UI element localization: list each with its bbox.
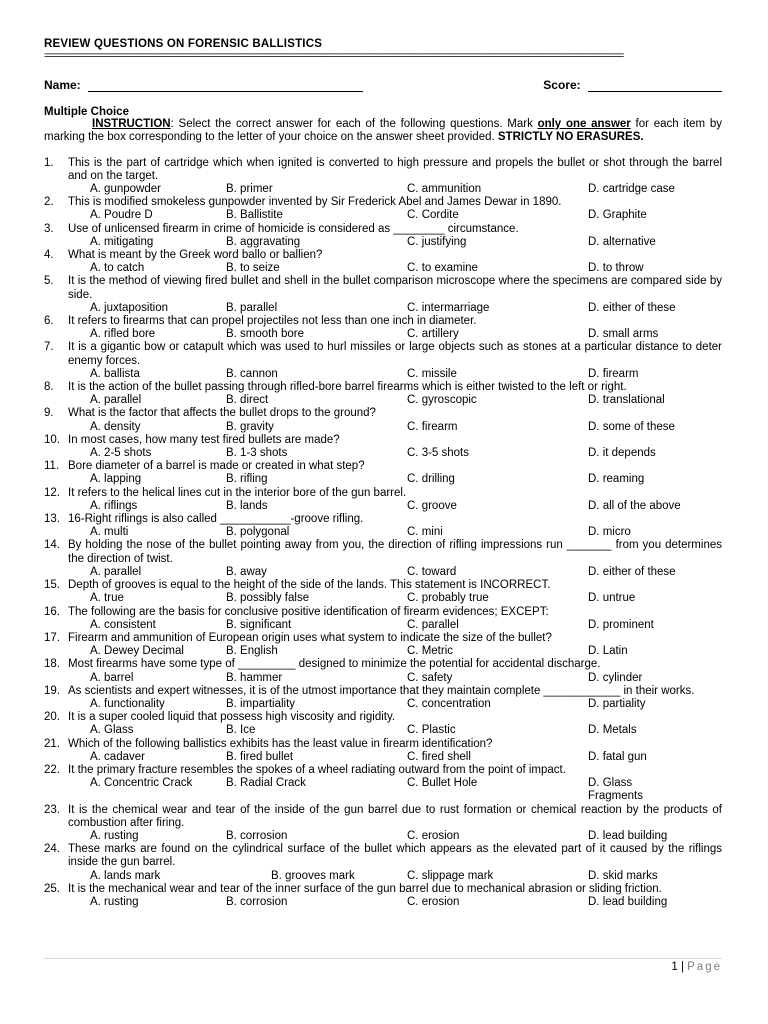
- option-b[interactable]: B. away: [226, 565, 267, 578]
- instructions: [44, 118, 722, 145]
- question-number: 19.: [44, 684, 60, 697]
- option-d[interactable]: D. lead building: [588, 829, 668, 842]
- question-number: 20.: [44, 711, 60, 724]
- option-row: [44, 896, 722, 909]
- question-text: It refers to firearms that can propel projectiles not less than one inch in diameter.: [68, 315, 477, 328]
- question-number: 17.: [44, 631, 60, 644]
- option-d[interactable]: D. Glass Fragments: [588, 777, 643, 803]
- option-c[interactable]: C. gyroscopic: [407, 394, 477, 407]
- option-d[interactable]: D. cartridge case: [588, 183, 675, 195]
- question-row: [44, 711, 722, 724]
- question-row: [44, 434, 722, 447]
- page-indicator: [671, 961, 722, 973]
- instruction-strict: STRICTLY NO ERASURES.: [497, 131, 644, 144]
- name-label: Name:: [44, 78, 81, 92]
- option-row: [44, 302, 722, 315]
- option-c[interactable]: C. parallel: [407, 618, 459, 631]
- option-b[interactable]: B. rifling: [226, 473, 268, 486]
- question-item: [44, 764, 722, 804]
- option-d[interactable]: D. either of these: [588, 565, 676, 578]
- option-row: [44, 473, 722, 486]
- option-a[interactable]: A. Poudre D: [90, 209, 153, 222]
- instruction-emphasis: only one answer: [537, 118, 631, 130]
- option-row: [44, 421, 722, 434]
- option-c[interactable]: C. justifying: [407, 235, 467, 248]
- instruction-text-2: for each item by marking the box corresponding to the letter of your choice on the answer sheet provided.: [44, 118, 722, 144]
- question-text: Depth of grooves is equal to the height of the side of the lands. This statement is INCORRECT.: [68, 579, 551, 592]
- option-b[interactable]: B. Radial Crack: [226, 777, 306, 790]
- option-row: [44, 592, 722, 605]
- question-number: 18.: [44, 658, 60, 671]
- option-b[interactable]: B. Ice: [226, 724, 256, 737]
- option-a[interactable]: A. juxtaposition: [90, 301, 168, 314]
- option-c[interactable]: C. erosion: [407, 829, 460, 842]
- option-d[interactable]: D. it depends: [588, 447, 656, 460]
- question-row: [44, 539, 722, 565]
- question-text: This is the part of cartridge which when ignited is converted to high pressure and propels the bullet or shot through the barrel and on the target.: [68, 156, 722, 182]
- option-a[interactable]: A. lapping: [90, 473, 142, 486]
- question-row: [44, 196, 722, 209]
- score-label: Score:: [543, 78, 581, 92]
- question-number: 2.: [44, 196, 54, 209]
- option-c[interactable]: C. Cordite: [407, 209, 459, 222]
- option-d[interactable]: D. some of these: [588, 420, 675, 433]
- option-d[interactable]: D. fatal gun: [588, 750, 647, 763]
- question-text: Bore diameter of a barrel is made or created in what step?: [68, 460, 365, 473]
- question-row: [44, 843, 722, 869]
- name-line: [88, 80, 363, 92]
- option-c[interactable]: C. firearm: [407, 420, 458, 433]
- option-b[interactable]: B. primer: [226, 183, 273, 195]
- option-b[interactable]: B. possibly false: [226, 592, 310, 605]
- option-a[interactable]: A. barrel: [90, 671, 134, 684]
- option-a[interactable]: A. parallel: [90, 394, 142, 407]
- option-a[interactable]: A. density: [90, 420, 141, 433]
- question-list: [44, 157, 722, 910]
- question-row: [44, 275, 722, 301]
- option-row: [44, 777, 722, 803]
- question-number: 13.: [44, 513, 60, 526]
- option-b[interactable]: B. lands: [226, 499, 268, 512]
- option-d[interactable]: D. small arms: [588, 328, 659, 341]
- question-item: [44, 487, 722, 513]
- question-item: [44, 157, 722, 197]
- question-item: [44, 196, 722, 222]
- option-c[interactable]: C. ammunition: [407, 183, 482, 195]
- option-c[interactable]: C. intermarriage: [407, 301, 490, 314]
- option-c[interactable]: C. fired shell: [407, 750, 471, 763]
- question-item: [44, 658, 722, 684]
- option-row: [44, 830, 722, 843]
- option-a[interactable]: A. Glass: [90, 724, 134, 737]
- option-row: [44, 566, 722, 579]
- question-row: [44, 341, 722, 367]
- instruction-text-1: : Select the correct answer for each of the following questions. Mark: [170, 118, 538, 130]
- option-b[interactable]: B. polygonal: [226, 526, 290, 539]
- option-b[interactable]: B. impartiality: [226, 697, 296, 710]
- score-line: [588, 80, 722, 92]
- question-item: [44, 711, 722, 737]
- option-b[interactable]: B. parallel: [226, 301, 278, 314]
- question-row: [44, 883, 722, 896]
- option-row: [44, 447, 722, 460]
- option-c[interactable]: C. erosion: [407, 895, 460, 908]
- page-word: Page: [687, 961, 722, 973]
- document-page: [44, 38, 722, 909]
- score-field[interactable]: [543, 78, 722, 92]
- question-item: [44, 539, 722, 579]
- question-number: 9.: [44, 407, 54, 420]
- option-c[interactable]: C. concentration: [407, 697, 491, 710]
- option-b[interactable]: B. 1-3 shots: [226, 447, 288, 460]
- question-number: 15.: [44, 579, 60, 592]
- option-d[interactable]: D. alternative: [588, 235, 656, 248]
- question-number: 22.: [44, 763, 60, 776]
- option-b[interactable]: B. to seize: [226, 262, 280, 275]
- question-text: It is the chemical wear and tear of the inside of the gun barrel due to rust formation or chemical reaction by the products of combustion after firing.: [68, 803, 722, 829]
- question-text: It is the mechanical wear and tear of the inner surface of the gun barrel due to mechanical abrasion or sliding friction.: [68, 882, 662, 895]
- option-c[interactable]: C. probably true: [407, 592, 489, 605]
- option-c[interactable]: C. Bullet Hole: [407, 777, 478, 790]
- question-text: Which of the following ballistics exhibits has the least value in firearm identification?: [68, 737, 493, 750]
- option-a[interactable]: A. rusting: [90, 895, 139, 908]
- question-text: 16-Right riflings is also called ___________-groove rifling.: [68, 513, 364, 526]
- option-b[interactable]: B. significant: [226, 618, 292, 631]
- option-c[interactable]: C. Metric: [407, 645, 453, 658]
- question-text: It refers to the helical lines cut in the interior bore of the gun barrel.: [68, 486, 407, 499]
- question-text: Firearm and ammunition of European origin uses what system to indicate the size of the bullet?: [68, 631, 552, 644]
- question-item: [44, 685, 722, 711]
- option-a[interactable]: A. functionality: [90, 697, 165, 710]
- option-b[interactable]: B. aggravating: [226, 235, 301, 248]
- question-text: It the primary fracture resembles the spokes of a wheel radiating outward from the point of impact.: [68, 763, 566, 776]
- question-row: [44, 223, 722, 236]
- question-item: [44, 606, 722, 632]
- instruction-label: INSTRUCTION: [92, 118, 171, 130]
- question-row: [44, 764, 722, 777]
- option-d[interactable]: D. skid marks: [588, 869, 658, 882]
- question-row: [44, 157, 722, 183]
- option-a[interactable]: A. 2-5 shots: [90, 447, 152, 460]
- option-row: [44, 209, 722, 222]
- question-item: [44, 407, 722, 433]
- question-row: [44, 658, 722, 671]
- question-row: [44, 579, 722, 592]
- option-d[interactable]: D. cylinder: [588, 671, 643, 684]
- question-item: [44, 275, 722, 315]
- option-d[interactable]: D. translational: [588, 394, 665, 407]
- question-item: [44, 249, 722, 275]
- question-row: [44, 407, 722, 420]
- option-row: [44, 328, 722, 341]
- question-text: It is the method of viewing fired bullet and shell in the bullet comparison microscope where the specimens are compared side by side.: [68, 275, 722, 301]
- option-c[interactable]: C. to examine: [407, 262, 478, 275]
- option-row: [44, 870, 722, 883]
- question-number: 5.: [44, 275, 54, 288]
- option-b[interactable]: B. smooth bore: [226, 328, 304, 341]
- option-c[interactable]: C. 3-5 shots: [407, 447, 469, 460]
- section-heading: Multiple Choice: [44, 106, 129, 118]
- option-c[interactable]: C. mini: [407, 526, 443, 539]
- question-number: 25.: [44, 882, 60, 895]
- option-c[interactable]: C. safety: [407, 671, 453, 684]
- question-row: [44, 249, 722, 262]
- option-c[interactable]: C. groove: [407, 499, 457, 512]
- question-text: What is meant by the Greek word ballo or ballien?: [68, 249, 323, 262]
- question-item: [44, 315, 722, 341]
- question-item: [44, 804, 722, 844]
- question-number: 23.: [44, 803, 60, 816]
- page-footer: [44, 958, 722, 973]
- option-row: [44, 724, 722, 737]
- page-number: 1: [671, 961, 678, 973]
- question-item: [44, 223, 722, 249]
- option-row: [44, 526, 722, 539]
- question-text: This is modified smokeless gunpowder invented by Sir Frederick Abel and James Dewar in 1890.: [68, 196, 562, 209]
- question-row: [44, 632, 722, 645]
- option-d[interactable]: D. micro: [588, 526, 631, 539]
- option-row: [44, 394, 722, 407]
- question-number: 4.: [44, 249, 54, 262]
- question-row: [44, 381, 722, 394]
- option-c[interactable]: C. drilling: [407, 473, 455, 486]
- question-number: 24.: [44, 843, 60, 856]
- option-a[interactable]: A. Concentric Crack: [90, 777, 193, 790]
- option-b[interactable]: B. hammer: [226, 671, 283, 684]
- question-item: [44, 341, 722, 381]
- question-item: [44, 883, 722, 909]
- option-b[interactable]: B. gravity: [226, 420, 274, 433]
- option-c[interactable]: C. artillery: [407, 328, 459, 341]
- option-c[interactable]: C. missile: [407, 367, 457, 380]
- question-text: It is a super cooled liquid that possess high viscosity and rigidity.: [68, 711, 396, 724]
- question-item: [44, 579, 722, 605]
- option-row: [44, 236, 722, 249]
- option-a[interactable]: A. riflings: [90, 499, 138, 512]
- question-row: [44, 804, 722, 830]
- question-number: 8.: [44, 381, 54, 394]
- question-text: What is the factor that affects the bullet drops to the ground?: [68, 407, 376, 420]
- question-text: It is a gigantic bow or catapult which was used to hurl missiles or large objects such as stones at a particular distance to deter enemy forces.: [68, 341, 722, 367]
- option-b[interactable]: B. corrosion: [226, 829, 288, 842]
- question-row: [44, 513, 722, 526]
- option-a[interactable]: A. cadaver: [90, 750, 145, 763]
- option-d[interactable]: D. firearm: [588, 367, 639, 380]
- option-a[interactable]: A. parallel: [90, 565, 142, 578]
- option-d[interactable]: D. Metals: [588, 724, 637, 737]
- option-a[interactable]: A. true: [90, 592, 124, 605]
- option-d[interactable]: D. lead building: [588, 895, 668, 908]
- question-text: Most firearms have some type of _________ designed to minimize the potential for accidental discharge.: [68, 658, 601, 671]
- question-item: [44, 434, 722, 460]
- option-c[interactable]: C. slippage mark: [407, 869, 494, 882]
- option-b[interactable]: B. direct: [226, 394, 269, 407]
- question-item: [44, 381, 722, 407]
- question-number: 21.: [44, 737, 60, 750]
- question-row: [44, 738, 722, 751]
- question-item: [44, 843, 722, 883]
- option-a[interactable]: A. consistent: [90, 618, 156, 631]
- option-b[interactable]: B. English: [226, 645, 278, 658]
- option-d[interactable]: D. untrue: [588, 592, 636, 605]
- question-item: [44, 460, 722, 486]
- question-row: [44, 606, 722, 619]
- option-row: [44, 751, 722, 764]
- option-a[interactable]: A. ballista: [90, 367, 140, 380]
- option-d[interactable]: D. Latin: [588, 645, 628, 658]
- option-b[interactable]: B. grooves mark: [271, 869, 355, 882]
- option-a[interactable]: A. multi: [90, 526, 129, 539]
- question-row: [44, 685, 722, 698]
- option-row: [44, 368, 722, 381]
- option-a[interactable]: A. mitigating: [90, 235, 154, 248]
- option-a[interactable]: A. rusting: [90, 829, 139, 842]
- question-number: 14.: [44, 539, 60, 552]
- question-text: Use of unlicensed firearm in crime of homicide is considered as ________ circumstance.: [68, 222, 519, 235]
- name-score-row: [44, 78, 722, 92]
- option-c[interactable]: C. toward: [407, 565, 457, 578]
- option-row: [44, 698, 722, 711]
- option-row: [44, 500, 722, 513]
- option-c[interactable]: C. Plastic: [407, 724, 456, 737]
- option-d[interactable]: D. partiality: [588, 697, 646, 710]
- page-separator: |: [680, 961, 684, 973]
- question-text: In most cases, how many test fired bullets are made?: [68, 433, 340, 446]
- question-number: 1.: [44, 156, 54, 169]
- question-text: As scientists and expert witnesses, it is of the utmost importance that they maintain complete ____________ in their works.: [68, 684, 695, 697]
- option-b[interactable]: B. Ballistite: [226, 209, 283, 222]
- option-b[interactable]: B. cannon: [226, 367, 278, 380]
- option-row: [44, 645, 722, 658]
- question-number: 12.: [44, 486, 60, 499]
- question-text: By holding the nose of the bullet pointing away from you, the direction of rifling impressions run _______ from you determines the direction of twist.: [68, 539, 722, 565]
- question-number: 3.: [44, 222, 54, 235]
- option-a[interactable]: A. Dewey Decimal: [90, 645, 184, 658]
- option-d[interactable]: D. to throw: [588, 262, 644, 275]
- question-number: 16.: [44, 605, 60, 618]
- question-number: 11.: [44, 460, 60, 473]
- option-d[interactable]: D. prominent: [588, 618, 654, 631]
- question-number: 10.: [44, 433, 60, 446]
- question-number: 7.: [44, 341, 54, 354]
- question-row: [44, 460, 722, 473]
- question-text: It is the action of the bullet passing through rifled-bore barrel firearms which is either twisted to the left or right.: [68, 381, 627, 394]
- option-a[interactable]: A. rifled bore: [90, 328, 156, 341]
- question-item: [44, 738, 722, 764]
- question-row: [44, 487, 722, 500]
- question-item: [44, 513, 722, 539]
- question-number: 6.: [44, 315, 54, 328]
- title-separator: =================================================================================================================: [44, 51, 623, 62]
- question-text: The following are the basis for conclusive positive identification of firearm evidences; EXCEPT:: [68, 605, 549, 618]
- option-b[interactable]: B. fired bullet: [226, 750, 294, 763]
- question-text: These marks are found on the cylindrical surface of the bullet which appears as the elevated part of it caused by the riflings inside the gun barrel.: [68, 843, 722, 869]
- question-row: [44, 315, 722, 328]
- option-d[interactable]: D. reaming: [588, 473, 645, 486]
- name-field[interactable]: [44, 78, 363, 92]
- option-a[interactable]: A. lands mark: [90, 869, 161, 882]
- option-d[interactable]: D. all of the above: [588, 499, 681, 512]
- option-row: [44, 672, 722, 685]
- option-row: [44, 619, 722, 632]
- page-title: REVIEW QUESTIONS ON FORENSIC BALLISTICS: [44, 38, 323, 50]
- question-item: [44, 632, 722, 658]
- option-d[interactable]: D. Graphite: [588, 209, 647, 222]
- option-a[interactable]: A. to catch: [90, 262, 145, 275]
- option-d[interactable]: D. either of these: [588, 301, 676, 314]
- option-a[interactable]: A. gunpowder: [90, 183, 161, 195]
- option-row: [44, 183, 722, 196]
- option-b[interactable]: B. corrosion: [226, 895, 288, 908]
- option-row: [44, 262, 722, 275]
